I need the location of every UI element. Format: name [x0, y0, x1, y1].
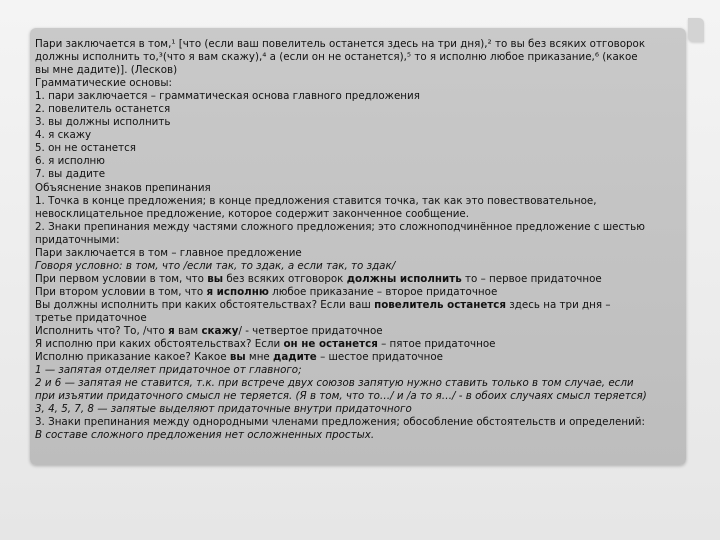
text-line — [35, 338, 682, 351]
text-segment: Пари заключается в том – главное предложение — [35, 246, 302, 259]
text-segment: Исполню приказание какое? Какое — [35, 351, 230, 364]
text-line — [35, 390, 682, 403]
text-line — [35, 182, 682, 195]
text-segment: 4. я скажу — [35, 129, 92, 142]
text-line — [35, 247, 682, 260]
text-segment: здесь на три дня – — [506, 298, 611, 311]
text-segment: должны исполнить — [346, 272, 462, 285]
text-segment: мне — [245, 351, 274, 364]
corner-decoration — [688, 18, 704, 42]
text-segment: При втором условии в том, что — [35, 285, 207, 298]
text-line — [35, 103, 682, 116]
text-segment: дадите — [273, 351, 317, 364]
text-line — [35, 325, 682, 338]
text-segment: – шестое придаточное — [316, 351, 443, 364]
text-line — [35, 403, 682, 416]
text-line — [35, 116, 682, 129]
text-line — [35, 38, 682, 51]
text-segment: 2. повелитель останется — [35, 103, 171, 116]
text-line — [35, 364, 682, 377]
text-line — [35, 142, 682, 155]
text-line — [35, 416, 682, 429]
text-segment: без всяких отговорок — [223, 272, 347, 285]
text-segment: Вы должны исполнить при каких обстоятельствах? Если ваш — [35, 298, 375, 311]
text-line — [35, 377, 682, 390]
text-line — [35, 195, 682, 208]
text-line — [35, 221, 682, 234]
text-segment: 2. Знаки препинания между частями сложного предложения; это сложноподчинённое предложение с шестью — [35, 220, 645, 233]
text-segment: должны исполнить то,³(что я вам скажу),⁴ а (если он не останется),⁵ то я исполню любое приказание,⁶ (какое — [35, 51, 638, 64]
text-segment: любое приказание – второе придаточное — [268, 285, 498, 298]
text-segment: В составе сложного предложения нет осложненных простых. — [35, 429, 375, 442]
text-line — [35, 64, 682, 77]
text-segment: Пари заключается в том,¹ [что (если ваш повелитель останется здесь на три дня),² то вы без всяких отговорок — [35, 38, 646, 50]
text-line — [35, 208, 682, 221]
text-segment: повелитель останется — [374, 298, 507, 311]
text-segment: третье придаточное — [35, 311, 147, 324]
text-segment: При первом условии в том, что — [35, 272, 208, 285]
text-line — [35, 312, 682, 325]
text-line — [35, 286, 682, 299]
text-segment: 1. Точка в конце предложения; в конце предложения ставится точка, так как это повествовательное, — [35, 194, 597, 207]
text-segment: 7. вы дадите — [35, 168, 106, 181]
text-segment: 5. он не останется — [35, 142, 136, 155]
text-segment: 3. вы должны исполнить — [35, 116, 171, 129]
text-segment: – пятое придаточное — [377, 338, 496, 351]
text-line — [35, 129, 682, 142]
text-segment: 1 — запятая отделяет придаточное от главного; — [35, 364, 302, 377]
text-segment: 2 и 6 — запятая не ставится, т.к. при встрече двух союзов запятую нужно ставить только в том случае, если — [35, 377, 634, 390]
text-segment: 3. Знаки препинания между однородными членами предложения; обособление обстоятельств и определений: — [35, 416, 645, 429]
text-segment: Исполнить что? То, /что — [35, 325, 169, 338]
text-segment: при изъятии придаточного смысл не теряется. (Я в том, что то…/ и /а то я…/ - в обоих случаях смысл теряется) — [35, 390, 647, 403]
text-segment: 6. я исполню — [35, 155, 105, 168]
text-segment: невосклицательное предложение, которое содержит законченное сообщение. — [35, 207, 470, 220]
text-line — [35, 90, 682, 103]
text-segment: он не останется — [283, 338, 378, 351]
text-segment: Грамматические основы: — [35, 77, 172, 90]
text-line — [35, 51, 682, 64]
text-segment: я — [168, 325, 175, 338]
document-text — [35, 38, 682, 442]
text-line — [35, 273, 682, 286]
text-segment: то – первое придаточное — [461, 272, 602, 285]
text-segment: я исполню — [206, 285, 269, 298]
text-segment: вы мне дадите)]. (Лесков) — [35, 64, 178, 77]
text-segment: вы — [229, 351, 246, 364]
text-line — [35, 299, 682, 312]
text-line — [35, 351, 682, 364]
text-segment: Говоря условно: в том, что /если так, то здак, а если так, то здак/ — [35, 259, 396, 272]
text-segment: придаточными: — [35, 233, 120, 246]
text-line — [35, 429, 682, 442]
text-line — [35, 77, 682, 90]
text-segment: Объяснение знаков препинания — [35, 181, 211, 194]
text-segment: вам — [174, 325, 202, 338]
text-segment: вы — [207, 272, 224, 285]
text-line — [35, 260, 682, 273]
text-segment: 1. пари заключается – грамматическая основа главного предложения — [35, 90, 420, 103]
text-line — [35, 155, 682, 168]
text-segment: скажу — [201, 325, 239, 338]
text-segment: / - четвертое придаточное — [238, 325, 383, 338]
text-segment: 3, 4, 5, 7, 8 — запятые выделяют придаточные внутри придаточного — [35, 403, 412, 416]
text-segment: Я исполню при каких обстоятельствах? Если — [35, 338, 284, 351]
text-line — [35, 168, 682, 181]
text-line — [35, 234, 682, 247]
